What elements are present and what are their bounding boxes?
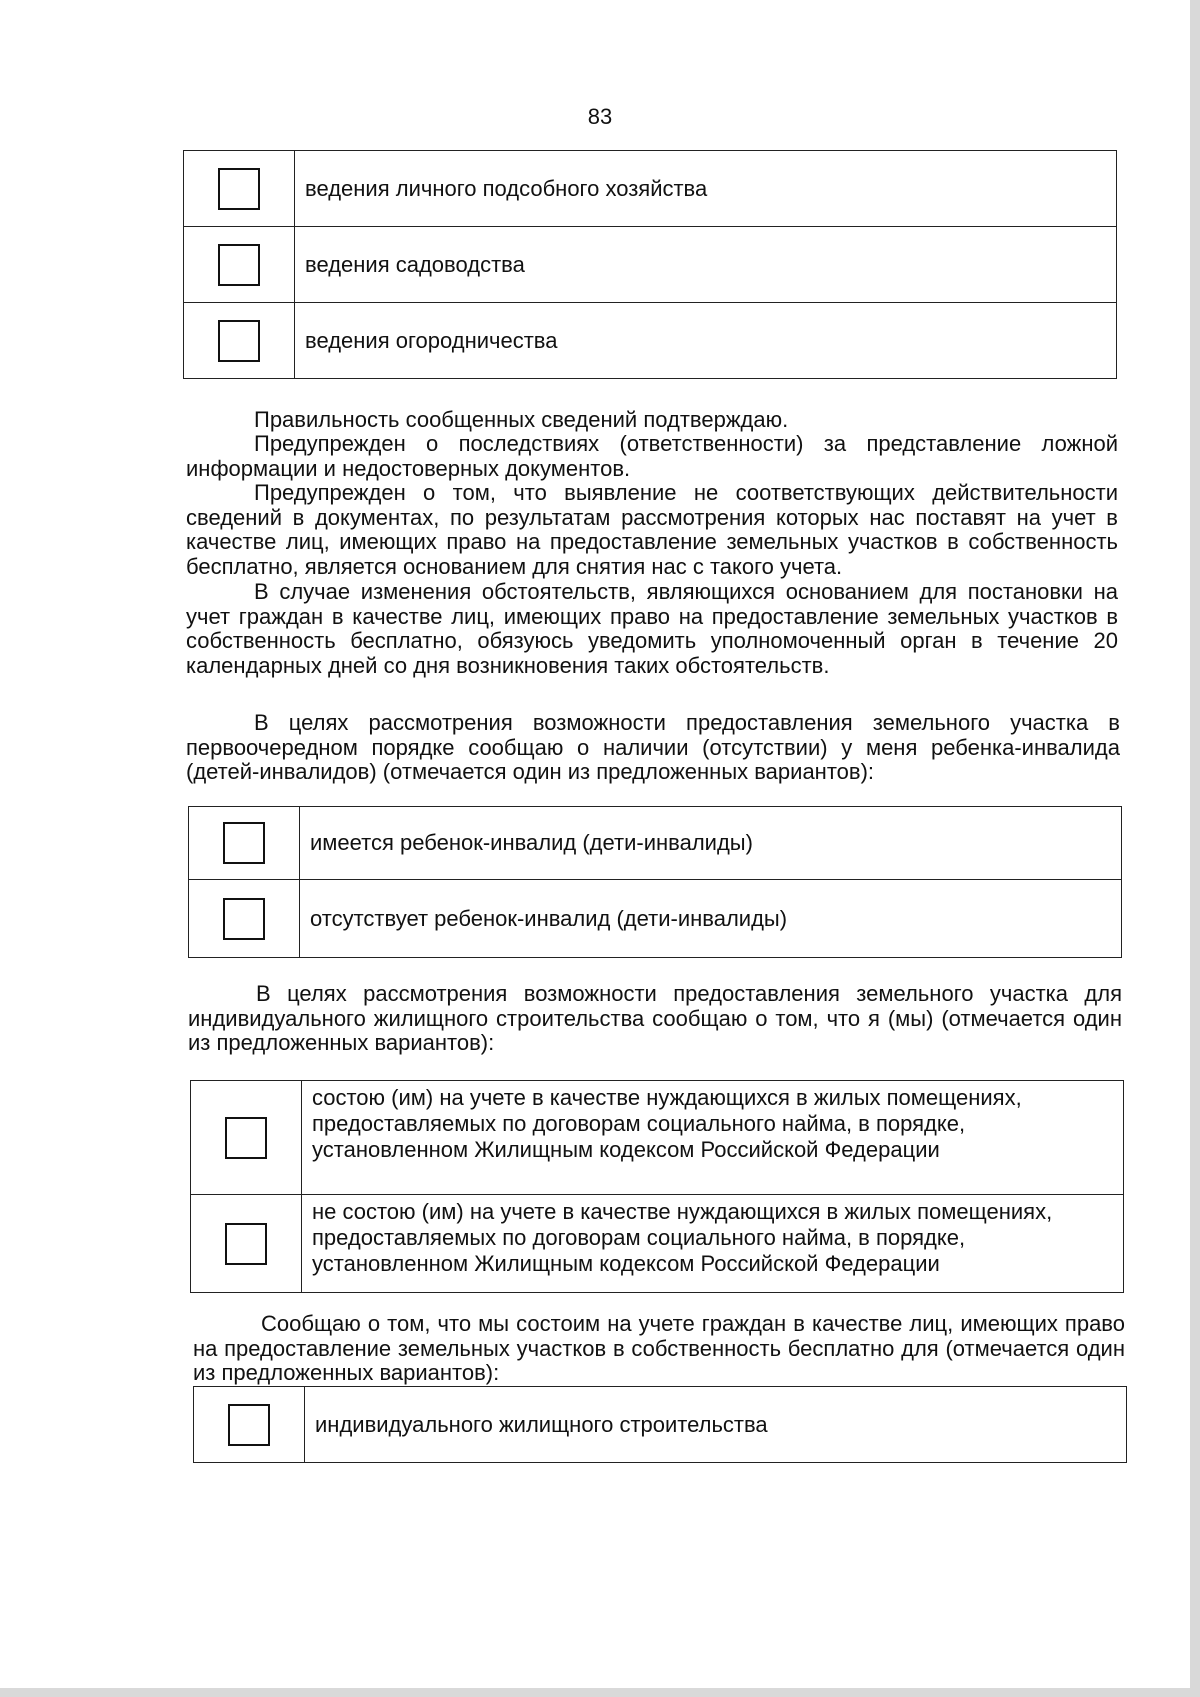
checkbox-registered-as-needing-housing[interactable] <box>225 1117 267 1159</box>
paragraph-false-info-warning: Предупрежден о последствиях (ответственности) за представление ложной информации и недостоверных документов. <box>186 431 1118 481</box>
table-row <box>189 880 1122 958</box>
paragraph-disabled-child-intro: В целях рассмотрения возможности предоставления земельного участка в первоочередном порядке сообщаю о наличии (отсутствии) у меня ребенка-инвалида (детей-инвалидов) (отмечается один из предложенных вариантов): <box>186 710 1120 784</box>
checkbox-vegetable-gardening[interactable] <box>218 320 260 362</box>
page-number: 83 <box>587 104 613 129</box>
table-row <box>191 1081 1124 1195</box>
table-row <box>194 1387 1127 1463</box>
table-row <box>184 151 1117 227</box>
paragraph-registration-purpose-intro: Сообщаю о том, что мы состоим на учете граждан в качестве лиц, имеющих право на предоставление земельных участков в собственность бесплатно для (отмечается один из предложенных вариантов): <box>193 1311 1125 1385</box>
checkbox-has-disabled-child[interactable] <box>223 822 265 864</box>
checkbox-gardening[interactable] <box>218 244 260 286</box>
option-label: ведения садоводства <box>295 227 1117 303</box>
option-label: не состою (им) на учете в качестве нуждающихся в жилых помещениях, предоставляемых по договорам социального найма, в порядке, установленном Жилищным кодексом Российской Федерации <box>302 1195 1124 1293</box>
registration-purpose-options-table <box>193 1386 1127 1463</box>
checkbox-individual-housing-construction[interactable] <box>228 1404 270 1446</box>
option-label: ведения личного подсобного хозяйства <box>295 151 1117 227</box>
option-label: индивидуального жилищного строительства <box>305 1387 1127 1463</box>
table-row <box>189 807 1122 880</box>
paragraph-housing-construction-intro: В целях рассмотрения возможности предоставления земельного участка для индивидуального жилищного строительства сообщаю о том, что я (мы) (отмечается один из предложенных вариантов): <box>188 981 1122 1055</box>
land-use-options-table <box>183 150 1117 379</box>
checkbox-no-disabled-child[interactable] <box>223 898 265 940</box>
paragraph-confirmation: Правильность сообщенных сведений подтверждаю. <box>254 407 789 432</box>
table-row <box>184 227 1117 303</box>
checkbox-personal-farm[interactable] <box>218 168 260 210</box>
option-label: ведения огородничества <box>295 303 1117 379</box>
disabled-child-options-table <box>188 806 1122 958</box>
option-label: имеется ребенок-инвалид (дети-инвалиды) <box>300 807 1122 880</box>
paragraph-change-notice: В случае изменения обстоятельств, являющихся основанием для постановки на учет граждан в качестве лиц, имеющих право на предоставление земельных участков в собственность бесплатно, обязуюсь уведомить уполномоченный орган в течение 20 календарных дней со дня возникновения таких обстоятельств. <box>186 579 1118 678</box>
housing-registration-options-table <box>190 1080 1124 1293</box>
paragraph-inaccurate-data-warning: Предупрежден о том, что выявление не соответствующих действительности сведений в документах, по результатам рассмотрения которых нас поставят на учет в качестве лиц, имеющих право на предоставление земельных участков в собственность бесплатно, является основанием для снятия нас с такого учета. <box>186 480 1118 579</box>
table-row <box>184 303 1117 379</box>
option-label: состою (им) на учете в качестве нуждающихся в жилых помещениях, предоставляемых по договорам социального найма, в порядке, установленном Жилищным кодексом Российской Федерации <box>302 1081 1124 1195</box>
table-row <box>191 1195 1124 1293</box>
checkbox-not-registered-as-needing-housing[interactable] <box>225 1223 267 1265</box>
option-label: отсутствует ребенок-инвалид (дети-инвалиды) <box>300 880 1122 958</box>
